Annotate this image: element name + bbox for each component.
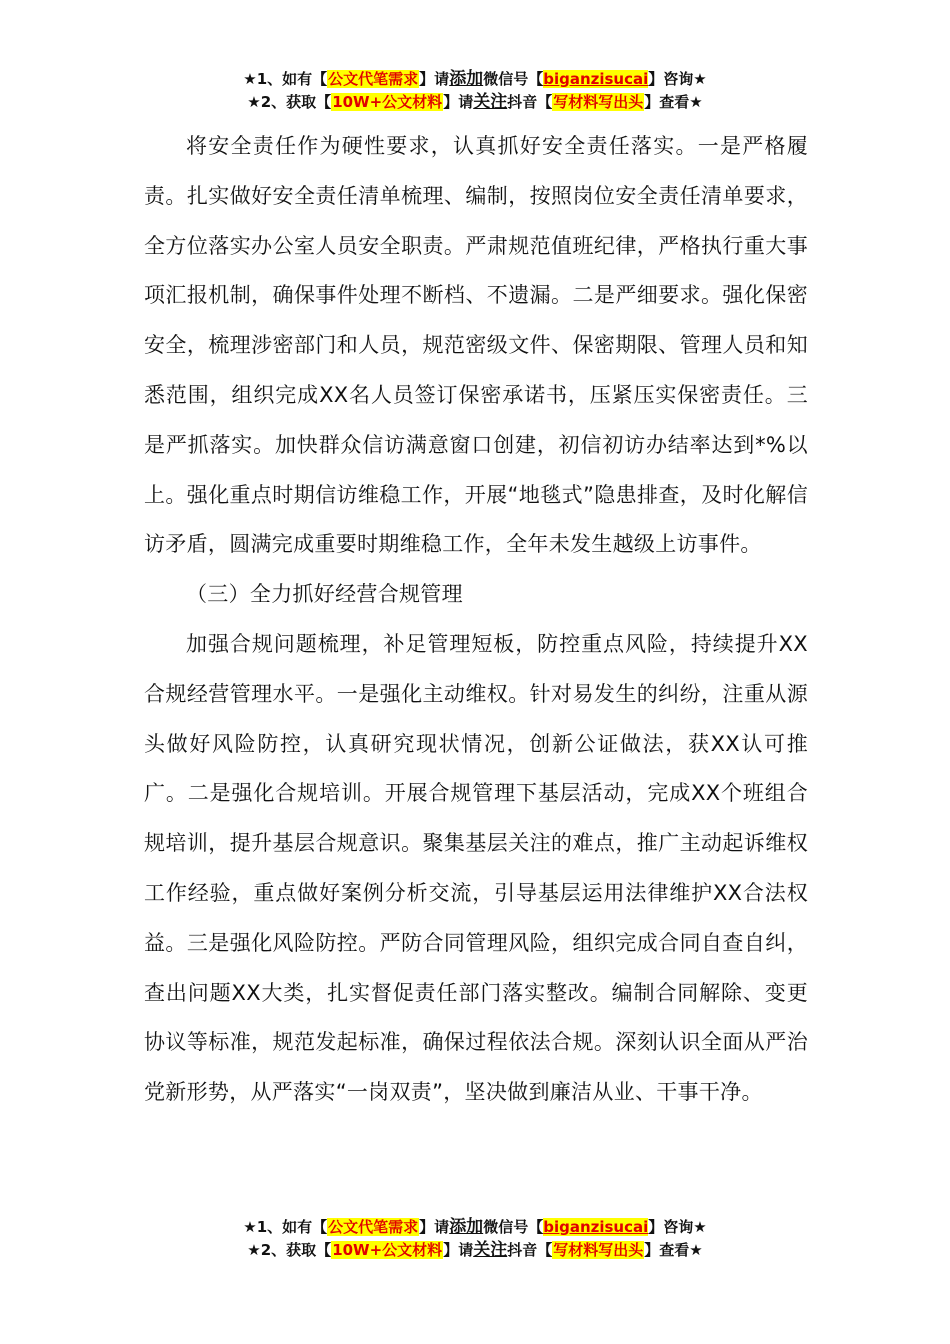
- douyin-account: 写材料写出头: [553, 1241, 644, 1259]
- banner-text: 】请: [443, 1241, 474, 1259]
- banner-text: 抖音【: [507, 1241, 553, 1259]
- emphasis-add: 添加: [449, 1217, 484, 1237]
- banner-text: ★1、如有【: [243, 1218, 328, 1236]
- wechat-id: biganzisucai: [543, 1218, 649, 1236]
- header-banner: [0, 68, 950, 114]
- banner-text: ★2、获取【: [247, 93, 332, 111]
- wechat-id: biganzisucai: [543, 70, 649, 88]
- emphasis-follow: 关注: [473, 92, 508, 112]
- paragraph-compliance-management: 加强合规问题梳理，补足管理短板，防控重点风险，持续提升XX合规经营管理水平。一是强化主动维权。针对易发生的纠纷，注重从源头做好风险防控，认真研究现状情况，创新公证做法，获XX认可推广。二是强化合规培训。开展合规管理下基层活动，完成XX个班组合规培训，提升基层合规意识。聚集基层关注的难点，推广主动起诉维权工作经验，重点做好案例分析交流，引导基层运用法律维护XX合法权益。三是强化风险防控。严防合同管理风险，组织完成合同自查自纠，查出问题XX大类，扎实督促责任部门落实整改。编制合同解除、变更协议等标准，规范发起标准，确保过程依法合规。深刻认识全面从严治党新形势，从严落实“一岗双责”，坚决做到廉洁从业、干事干净。: [144, 631, 808, 1105]
- footer-banner: [0, 1216, 950, 1262]
- banner-line-2: [0, 1239, 950, 1262]
- banner-text: 】查看★: [644, 93, 703, 111]
- banner-line-1: [0, 1216, 950, 1239]
- section-heading-3: （三）全力抓好经营合规管理: [186, 582, 463, 607]
- banner-text: 】咨询★: [648, 70, 707, 88]
- banner-text: 】请: [419, 70, 450, 88]
- document-body: [144, 122, 808, 1118]
- banner-text: 微信号【: [483, 70, 544, 88]
- douyin-account: 写材料写出头: [553, 93, 644, 111]
- banner-text: 微信号【: [483, 1218, 544, 1236]
- banner-text: 】请: [443, 93, 474, 111]
- banner-text: 】咨询★: [648, 1218, 707, 1236]
- banner-line-2: [0, 91, 950, 114]
- banner-text: ★1、如有【: [243, 70, 328, 88]
- paragraph-safety-responsibility: 将安全责任作为硬性要求，认真抓好安全责任落实。一是严格履责。扎实做好安全责任清单梳理、编制，按照岗位安全责任清单要求，全方位落实办公室人员安全职责。严肃规范值班纪律，严格执行重大事项汇报机制，确保事件处理不断档、不遗漏。二是严细要求。强化保密安全，梳理涉密部门和人员，规范密级文件、保密期限、管理人员和知悉范围，组织完成XX名人员签订保密承诺书，压紧压实保密责任。三是严抓落实。加快群众信访满意窗口创建，初信初访办结率达到*%以上。强化重点时期信访维稳工作，开展“地毯式”隐患排查，及时化解信访矛盾，圆满完成重要时期维稳工作，全年未发生越级上访事件。: [144, 134, 808, 557]
- highlight-service: 公文代笔需求: [328, 70, 419, 88]
- banner-text: 】请: [419, 1218, 450, 1236]
- highlight-materials: 10W+公文材料: [332, 93, 443, 111]
- banner-text: 】查看★: [644, 1241, 703, 1259]
- banner-text: ★2、获取【: [247, 1241, 332, 1259]
- highlight-materials: 10W+公文材料: [332, 1241, 443, 1259]
- banner-line-1: [0, 68, 950, 91]
- emphasis-add: 添加: [449, 69, 484, 89]
- highlight-service: 公文代笔需求: [328, 1218, 419, 1236]
- emphasis-follow: 关注: [473, 1240, 508, 1260]
- banner-text: 抖音【: [507, 93, 553, 111]
